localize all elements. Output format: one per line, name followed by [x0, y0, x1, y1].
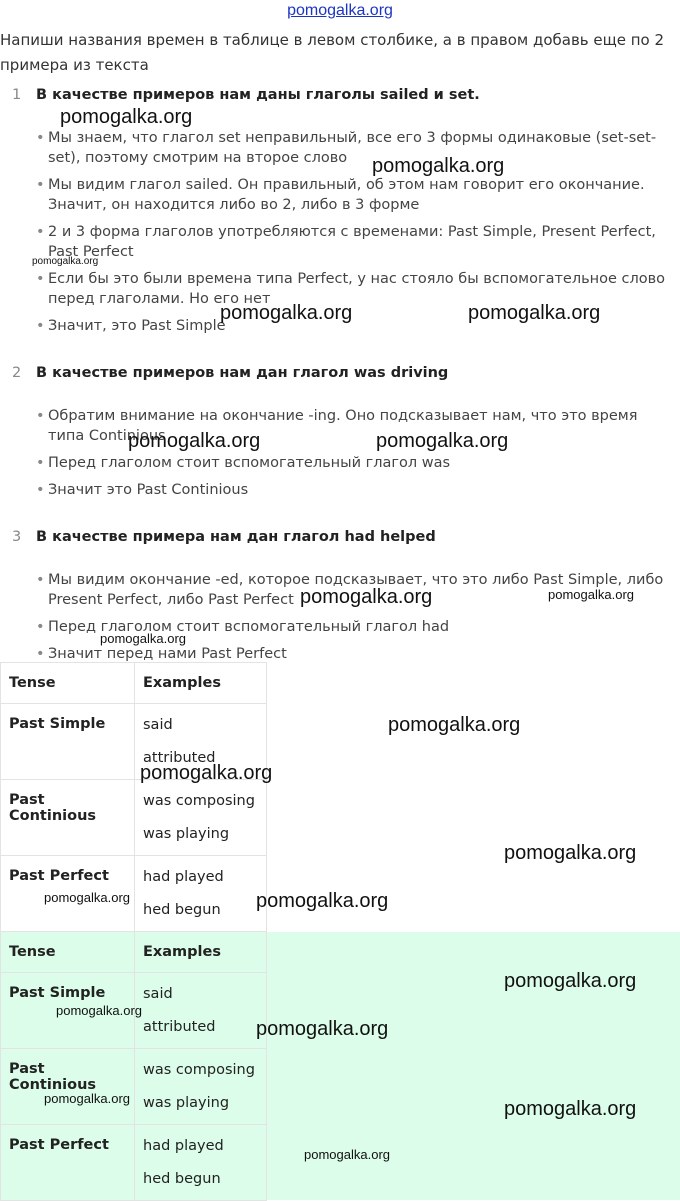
list-item: • Перед глаголом стоит вспомогательный глагол was — [36, 453, 450, 473]
tense-cell: Past Continious — [1, 780, 135, 856]
step-1-heading — [12, 87, 480, 103]
list-item: • Обратим внимание на окончание -ing. Оно подсказывает нам, что это время типа Continious — [36, 406, 676, 446]
col-header-tense: Tense — [1, 932, 135, 973]
example: had played — [143, 869, 224, 885]
example: said — [143, 986, 173, 1002]
watermark: pomogalka.org — [504, 970, 637, 992]
watermark: pomogalka.org — [128, 430, 261, 452]
watermark: pomogalka.org — [256, 890, 389, 912]
watermark: pomogalka.org — [140, 762, 273, 784]
col-header-examples: Examples — [135, 663, 267, 704]
list-item: • Мы видим глагол sailed. Он правильный, об этом нам говорит его окончание. Значит, он находится либо во 2, либо в 3 форме — [36, 175, 676, 215]
tense-cell: Past Perfect — [1, 856, 135, 932]
table-row — [1, 1049, 267, 1125]
examples-cell — [135, 1049, 267, 1125]
example: attributed — [143, 1019, 216, 1035]
example: had played — [143, 1138, 224, 1154]
step-heading-text: В качестве примеров нам даны глаголы sailed и set. — [36, 87, 480, 103]
step-number: 1 — [12, 87, 22, 103]
task-text: Напиши названия времен в таблице в левом столбике, а в правом добавь еще по 2 примера из текста — [0, 31, 665, 74]
col-header-tense: Tense — [1, 663, 135, 704]
table-row — [1, 1125, 267, 1201]
watermark: pomogalka.org — [376, 430, 509, 452]
tense-cell: Past Perfect — [1, 1125, 135, 1201]
list-item: • Мы знаем, что глагол set неправильный, все его 3 формы одинаковые (set-set-set), поэтому смотрим на второе слово — [36, 128, 676, 168]
example: was composing — [143, 793, 255, 809]
tense-cell: Past Simple — [1, 704, 135, 780]
list-item: • Если бы это были времена типа Perfect, у нас стояло бы вспомогательное слово перед глаголами. Но его нет — [36, 269, 676, 309]
col-header-examples: Examples — [135, 932, 267, 973]
example: was playing — [143, 1095, 230, 1111]
list-item: • 2 и 3 форма глаголов употребляются с временами: Past Simple, Present Perfect, Past Perfect — [36, 222, 676, 262]
step-3-heading — [12, 529, 436, 545]
list-item: • Перед глаголом стоит вспомогательный глагол had — [36, 617, 449, 637]
watermark: pomogalka.org — [388, 714, 521, 736]
example: hed begun — [143, 1171, 221, 1187]
table-row — [1, 973, 267, 1049]
tense-cell: Past Continious — [1, 1049, 135, 1125]
site-link[interactable]: pomogalka.org — [287, 2, 393, 19]
watermark: pomogalka.org — [504, 1098, 637, 1120]
watermark: pomogalka.org — [548, 587, 634, 602]
step-number: 2 — [12, 365, 22, 381]
answer-table — [0, 931, 267, 1201]
watermark: pomogalka.org — [44, 890, 130, 905]
watermark: pomogalka.org — [304, 1147, 390, 1162]
watermark: pomogalka.org — [60, 106, 193, 128]
watermark: pomogalka.org — [100, 631, 186, 646]
watermark: pomogalka.org — [32, 256, 99, 267]
watermark: pomogalka.org — [256, 1018, 389, 1040]
watermark: pomogalka.org — [504, 842, 637, 864]
example: was composing — [143, 1062, 255, 1078]
list-item: • Значит перед нами Past Perfect — [36, 644, 287, 664]
examples-cell — [135, 780, 267, 856]
watermark: pomogalka.org — [372, 155, 505, 177]
example: attributed — [143, 750, 216, 766]
table-row — [1, 856, 267, 932]
table-row — [1, 704, 267, 780]
step-number: 3 — [12, 529, 22, 545]
example: hed begun — [143, 902, 221, 918]
table-row — [1, 780, 267, 856]
table-header-row — [1, 663, 267, 704]
example: was playing — [143, 826, 230, 842]
watermark: pomogalka.org — [44, 1091, 130, 1106]
examples-cell — [135, 1125, 267, 1201]
examples-cell — [135, 856, 267, 932]
list-item: • Мы видим окончание -ed, которое подсказывает, что это либо Past Simple, либо Present Perfect, либо Past Perfect — [36, 570, 676, 610]
tense-table — [0, 662, 267, 932]
watermark: pomogalka.org — [300, 586, 433, 608]
step-heading-text: В качестве примеров нам дан глагол was driving — [36, 365, 449, 381]
watermark: pomogalka.org — [220, 302, 353, 324]
list-item: • Значит это Past Continious — [36, 480, 248, 500]
table-header-row — [1, 932, 267, 973]
tense-cell: Past Simple — [1, 973, 135, 1049]
watermark: pomogalka.org — [468, 302, 601, 324]
examples-cell — [135, 704, 267, 780]
step-2-heading — [12, 365, 448, 381]
list-item: • Значит, это Past Simple — [36, 316, 226, 336]
example: said — [143, 717, 173, 733]
examples-cell — [135, 973, 267, 1049]
watermark: pomogalka.org — [56, 1003, 142, 1018]
step-heading-text: В качестве примера нам дан глагол had helped — [36, 529, 436, 545]
